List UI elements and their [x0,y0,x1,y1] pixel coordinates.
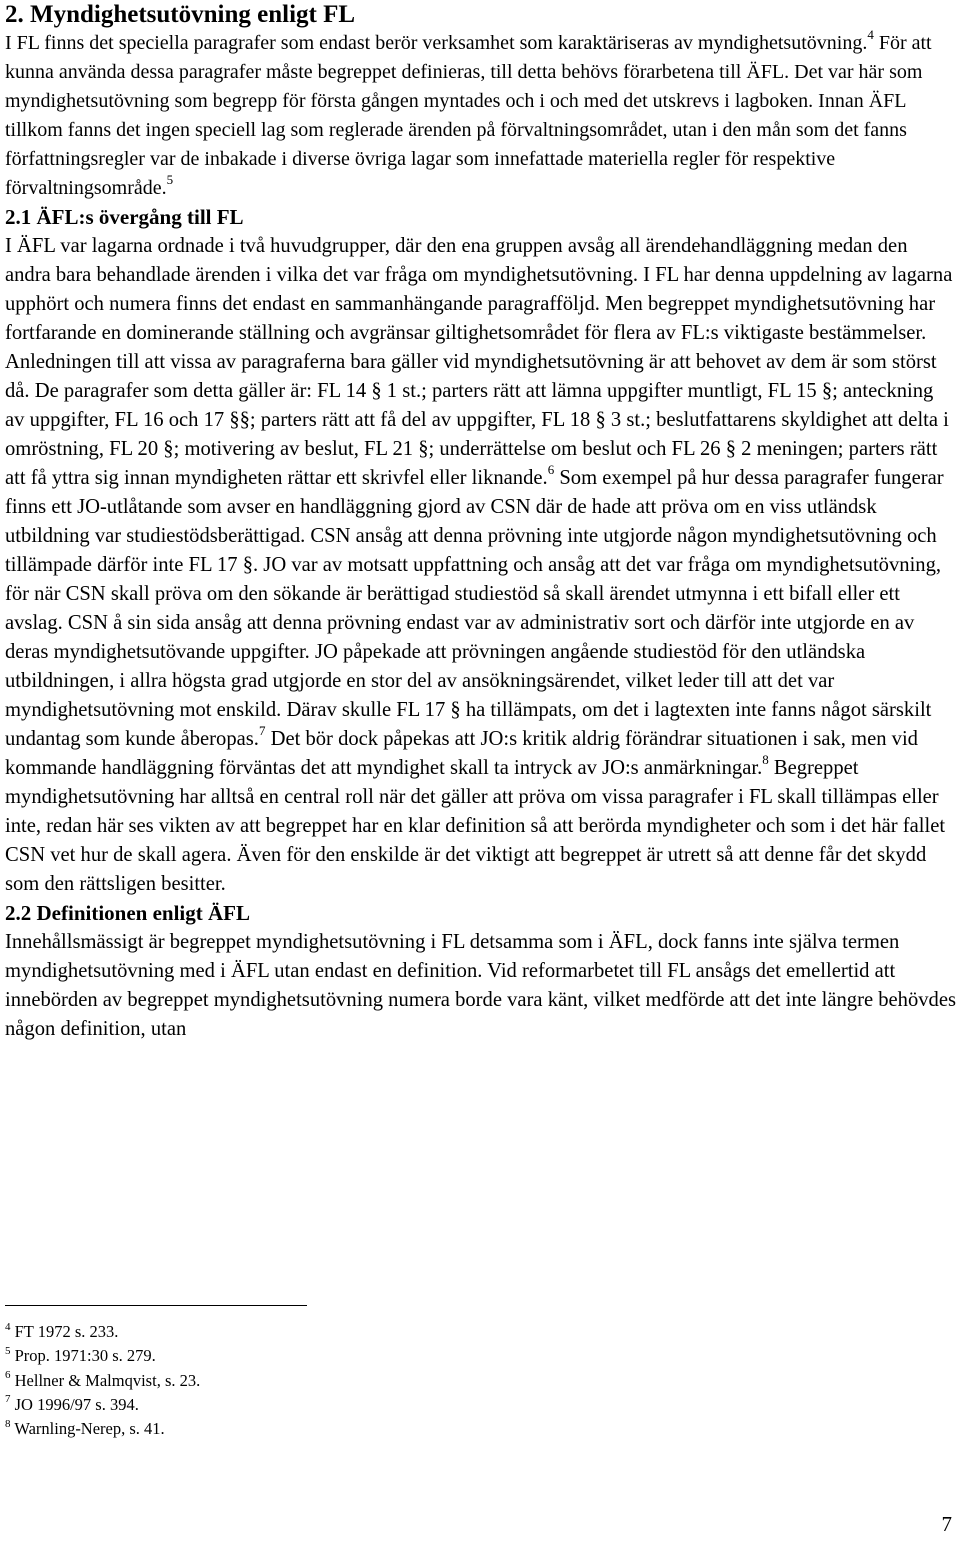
document-page [5,0,957,1044]
footnote-separator [5,1305,307,1306]
footnote-number: 6 [5,1369,11,1382]
footnote-ref-4[interactable]: 4 [867,27,874,43]
paragraph-text: För att kunna använda dessa paragrafer måste begreppet definieras, till detta behövs förarbetena till ÄFL. Det var här som myndighetsutövning som begrepp för första gången myntades och i och med det utskrevs i lagboken. Innan ÄFL tillkom fanns det ingen speciell lag som reglerade ärenden på förvaltningsområdet, utan i den mån som det fanns författningsregler var de inbakade i diverse övriga lagar som innefattade materiella regler för respektive förvaltningsområde. [5,32,932,199]
footnote-item [5,1417,605,1441]
paragraph-text: Begreppet myndighetsutövning har alltså en central roll när det gäller att pröva om vissa paragrafer i FL skall tillämpas eller inte, redan här ses vikten av att begreppet har en klar definition så att berörda myndigheter och som i det här fallet CSN vet hur de skall agera. Även för den enskilde är det viktigt att begreppet är utrett så att denne får det skydd som den rättsligen besitter. [5,757,946,895]
footnote-item [5,1320,605,1344]
footnote-number: 8 [5,1417,11,1430]
footnote-ref-5[interactable]: 5 [166,172,174,188]
footnote-text: Hellner & Malmqvist, s. 23. [14,1370,201,1390]
page-number: 7 [941,1512,952,1536]
section-paragraph [5,29,957,203]
paragraph-text: Det bör dock påpekas att JO:s kritik aldrig förändrar situationen i sak, men vid kommande handläggning förväntas det att myndighet skall ta intryck av JO:s anmärkningar. [5,728,918,779]
footnote-ref-7[interactable]: 7 [258,723,266,739]
paragraph-text: Som exempel på hur dessa paragrafer fungerar finns ett JO-utlåtande som avser en handläggning gjord av CSN där de hade att pröva om en viss utländsk utbildning var studiestödsberättigad. CSN ansåg att denna prövning inte utgjorde någon myndighetsutövning och tillämpade därför inte FL 17 §. JO var av motsatt uppfattning och ansåg att det var fråga om myndighetsutövning, för när CSN skall pröva om den sökande är berättigad studiestöd så skall ärendet utmynna i ett bifall eller ett avslag. CSN å sin sida ansåg att denna prövning endast var av administrativ sort och därför inte utgjorde en av deras myndighetsutövande uppgifter. JO påpekade att prövningen angående studiestöd för den utländska utbildningen, i allra högsta grad utgjorde en stor del av ansökningsärendet, vilket leder till att det var myndighetsutövning mot enskild. Därav skulle FL 17 § ha tillämpats, om det i lagtexten inte fanns något särskilt undantag som kunde åberopas. [5,467,944,750]
footnote-ref-8[interactable]: 8 [762,752,769,768]
paragraph-text: I FL finns det speciella paragrafer som endast berör verksamhet som karaktäriseras av myndighetsutövning. [5,32,868,54]
paragraph-text: I ÄFL var lagarna ordnade i två huvudgrupper, där den ena gruppen avsåg all ärendehandläggning medan den andra bara behandlade ärenden i vilka det var fråga om myndighetsutövning. I FL har denna uppdelning av lagarna upphört och numera finns det endast en sammanhängande paragrafföljd. Men begreppet myndighetsutövning har fortfarande en dominerande ställning och avgränsar giltighetsområdet för flera av FL:s viktigaste bestämmelser. Anledningen till att vissa av paragraferna bara gäller vid myndighetsutövning är att behovet av dem är som störst då. De paragrafer som detta gäller är: FL 14 § 1 st.; parters rätt att lämna uppgifter muntligt, FL 15 §; anteckning av uppgifter, FL 16 och 17 §§; parters rätt att få del av uppgifter, FL 18 § 3 st.; beslutfattarens skyldighet att delta i omröstning, FL 20 §; motivering av beslut, FL 21 §; underrättelse om beslut och FL 26 § 2 meningen; parters rätt att få yttra sig innan myndigheten rättar ett skrivfel eller liknande. [5,235,953,489]
section-heading: 2. Myndighetsutövning enligt FL [5,1,356,28]
footnote-number: 5 [5,1344,11,1357]
footnote-item [5,1393,605,1417]
footnotes [5,1320,605,1441]
footnote-number: 4 [5,1320,11,1333]
footnote-text: JO 1996/97 s. 394. [14,1394,139,1414]
subsection-paragraph: Innehållsmässigt är begreppet myndighetsutövning i FL detsamma som i ÄFL, dock fanns inte själva termen myndighetsutövning med i ÄFL utan endast en definition. Vid reformarbetet till FL ansågs det emellertid att innebörden av begreppet myndighetsutövning numera borde vara känt, vilket medförde att det inte längre behövdes någon definition, utan [5,931,957,1040]
footnote-text: FT 1972 s. 233. [14,1322,119,1341]
footnote-text: Prop. 1971:30 s. 279. [14,1346,156,1366]
footnote-item [5,1344,605,1368]
subsection-paragraph [5,232,957,899]
footnote-number: 7 [5,1393,11,1406]
subsection-heading-2-2: 2.2 Definitionen enligt ÄFL [5,901,250,925]
footnote-item [5,1369,605,1393]
subsection-heading-2-1: 2.1 ÄFL:s övergång till FL [5,205,244,229]
footnote-ref-6[interactable]: 6 [547,462,555,478]
footnote-text: Warnling-Nerep, s. 41. [14,1419,165,1439]
